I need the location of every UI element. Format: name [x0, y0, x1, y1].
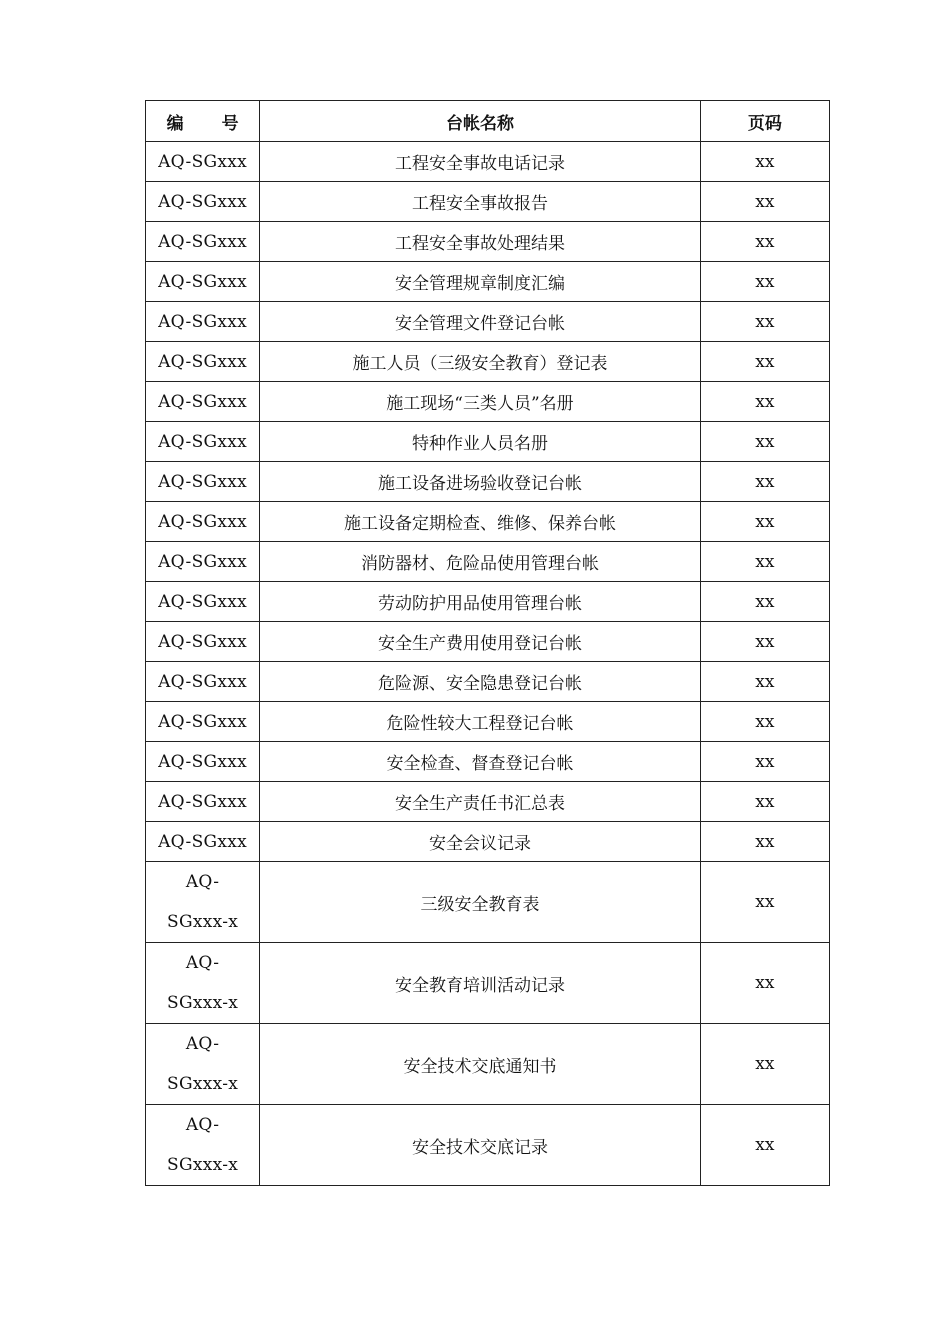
row-code: AQ-SGxxx: [146, 302, 260, 342]
table-row-wrapped: [146, 862, 830, 943]
row-code-line2: SGxxx-x: [167, 1074, 239, 1094]
row-name: 消防器材、危险品使用管理台帐: [260, 542, 701, 582]
row-code: [146, 862, 260, 943]
row-name: 安全会议记录: [260, 822, 701, 862]
row-code-line1: AQ-: [185, 1034, 220, 1054]
row-code: AQ-SGxxx: [146, 182, 260, 222]
row-code: AQ-SGxxx: [146, 662, 260, 702]
row-name: 安全技术交底通知书: [260, 1024, 701, 1105]
row-page: xx: [700, 342, 829, 382]
table-body: [146, 142, 830, 1186]
row-name: 安全生产责任书汇总表: [260, 782, 701, 822]
row-page: xx: [700, 262, 829, 302]
table-row: [146, 302, 830, 342]
header-page: 页码: [700, 101, 829, 142]
row-name: 三级安全教育表: [260, 862, 701, 943]
table-row: [146, 262, 830, 302]
row-code-line1: AQ-: [185, 1115, 220, 1135]
row-name: 劳动防护用品使用管理台帐: [260, 582, 701, 622]
table-row: [146, 382, 830, 422]
row-code: AQ-SGxxx: [146, 342, 260, 382]
row-name: 工程安全事故报告: [260, 182, 701, 222]
row-name: 工程安全事故处理结果: [260, 222, 701, 262]
header-name: 台帐名称: [260, 101, 701, 142]
table-row: [146, 662, 830, 702]
row-page: xx: [700, 702, 829, 742]
row-name: 安全管理文件登记台帐: [260, 302, 701, 342]
row-code-line1: AQ-: [185, 953, 220, 973]
row-code: AQ-SGxxx: [146, 262, 260, 302]
row-name: 施工设备定期检查、维修、保养台帐: [260, 502, 701, 542]
table-row-wrapped: [146, 1024, 830, 1105]
row-code-line2: SGxxx-x: [167, 912, 239, 932]
table-row: [146, 502, 830, 542]
table-row: [146, 542, 830, 582]
table-row: [146, 782, 830, 822]
row-code: AQ-SGxxx: [146, 742, 260, 782]
table-row: [146, 422, 830, 462]
row-page: xx: [700, 462, 829, 502]
row-name: 安全生产费用使用登记台帐: [260, 622, 701, 662]
row-code: AQ-SGxxx: [146, 382, 260, 422]
row-code: AQ-SGxxx: [146, 422, 260, 462]
table-row: [146, 222, 830, 262]
row-page: xx: [700, 142, 829, 182]
row-code: AQ-SGxxx: [146, 502, 260, 542]
row-page: xx: [700, 622, 829, 662]
header-code-part1: 编: [166, 113, 184, 134]
row-name: 施工设备进场验收登记台帐: [260, 462, 701, 502]
row-page: xx: [700, 382, 829, 422]
row-code: AQ-SGxxx: [146, 622, 260, 662]
row-page: xx: [700, 182, 829, 222]
row-page: xx: [700, 542, 829, 582]
row-name: 特种作业人员名册: [260, 422, 701, 462]
row-name: 安全教育培训活动记录: [260, 943, 701, 1024]
table-row: [146, 142, 830, 182]
row-code: [146, 1105, 260, 1186]
row-code: AQ-SGxxx: [146, 782, 260, 822]
table-row: [146, 182, 830, 222]
ledger-index-table: [145, 100, 830, 1186]
row-code: [146, 943, 260, 1024]
row-code: [146, 1024, 260, 1105]
header-code-part2: 号: [221, 113, 239, 134]
row-page: xx: [700, 1105, 829, 1186]
row-name: 危险源、安全隐患登记台帐: [260, 662, 701, 702]
row-code: AQ-SGxxx: [146, 142, 260, 182]
row-page: xx: [700, 582, 829, 622]
row-page: xx: [700, 302, 829, 342]
table-row: [146, 822, 830, 862]
row-code-line2: SGxxx-x: [167, 993, 239, 1013]
row-code-line2: SGxxx-x: [167, 1155, 239, 1175]
row-page: xx: [700, 862, 829, 943]
row-page: xx: [700, 222, 829, 262]
table-row: [146, 742, 830, 782]
row-page: xx: [700, 782, 829, 822]
row-name: 安全管理规章制度汇编: [260, 262, 701, 302]
row-page: xx: [700, 422, 829, 462]
row-page: xx: [700, 662, 829, 702]
row-name: 施工现场“三类人员”名册: [260, 382, 701, 422]
table-row-wrapped: [146, 1105, 830, 1186]
row-code: AQ-SGxxx: [146, 222, 260, 262]
table-header-row: [146, 101, 830, 142]
row-name: 危险性较大工程登记台帐: [260, 702, 701, 742]
row-code: AQ-SGxxx: [146, 462, 260, 502]
row-page: xx: [700, 502, 829, 542]
row-page: xx: [700, 943, 829, 1024]
table-row: [146, 702, 830, 742]
row-name: 安全检查、督查登记台帐: [260, 742, 701, 782]
row-code: AQ-SGxxx: [146, 702, 260, 742]
table-row: [146, 342, 830, 382]
table-row: [146, 622, 830, 662]
row-code: AQ-SGxxx: [146, 822, 260, 862]
table-row: [146, 582, 830, 622]
row-code: AQ-SGxxx: [146, 542, 260, 582]
row-page: xx: [700, 742, 829, 782]
row-page: xx: [700, 1024, 829, 1105]
row-code: AQ-SGxxx: [146, 582, 260, 622]
row-name: 施工人员（三级安全教育）登记表: [260, 342, 701, 382]
row-code-line1: AQ-: [185, 872, 220, 892]
row-name: 工程安全事故电话记录: [260, 142, 701, 182]
table-row-wrapped: [146, 943, 830, 1024]
header-code: [146, 101, 260, 142]
row-name: 安全技术交底记录: [260, 1105, 701, 1186]
row-page: xx: [700, 822, 829, 862]
table-row: [146, 462, 830, 502]
